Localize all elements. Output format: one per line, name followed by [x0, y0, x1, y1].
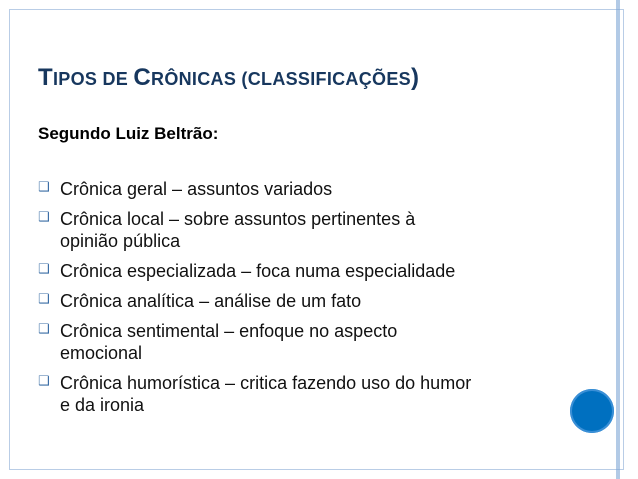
list-item: [38, 320, 578, 364]
hollow-square-bullet-icon: ❑: [38, 321, 50, 336]
title-part: C: [133, 64, 152, 91]
list-item-text: Crônica local – sobre assuntos pertinentes à: [60, 209, 416, 229]
list-item-text: Crônica analítica – análise de um fato: [60, 291, 362, 311]
list-item-text: Crônica geral – assuntos variados: [60, 179, 333, 199]
title-part: RÔNICAS (: [151, 69, 248, 89]
list-item-text: Crônica especializada – foca numa especialidade: [60, 261, 456, 281]
hollow-square-bullet-icon: ❑: [38, 179, 50, 194]
list-item: [38, 372, 578, 416]
slide-frame-edge: [616, 0, 620, 479]
hollow-square-bullet-icon: ❑: [38, 261, 50, 276]
title-part: T: [38, 64, 53, 91]
bullet-list: [38, 178, 578, 424]
list-item-text: Crônica humorística – critica fazendo uso do humor: [60, 373, 472, 393]
title-part: CLASSIFICAÇÕES: [247, 69, 411, 89]
title-part: ): [410, 64, 420, 91]
slide-subtitle: Segundo Luiz Beltrão:: [38, 124, 219, 143]
slide-title: [38, 64, 598, 92]
list-item-text: Crônica sentimental – enfoque no aspecto: [60, 321, 398, 341]
hollow-square-bullet-icon: ❑: [38, 291, 50, 306]
title-part: IPOS DE: [52, 69, 134, 89]
hollow-square-bullet-icon: ❑: [38, 373, 50, 388]
list-item: [38, 260, 578, 282]
decorative-circle: [570, 389, 614, 433]
hollow-square-bullet-icon: ❑: [38, 209, 50, 224]
list-item-text: emocional: [60, 343, 143, 363]
list-item: [38, 178, 578, 200]
list-item-text: opinião pública: [60, 231, 181, 251]
list-item: [38, 208, 578, 252]
list-item: [38, 290, 578, 312]
list-item-text: e da ironia: [60, 395, 145, 415]
